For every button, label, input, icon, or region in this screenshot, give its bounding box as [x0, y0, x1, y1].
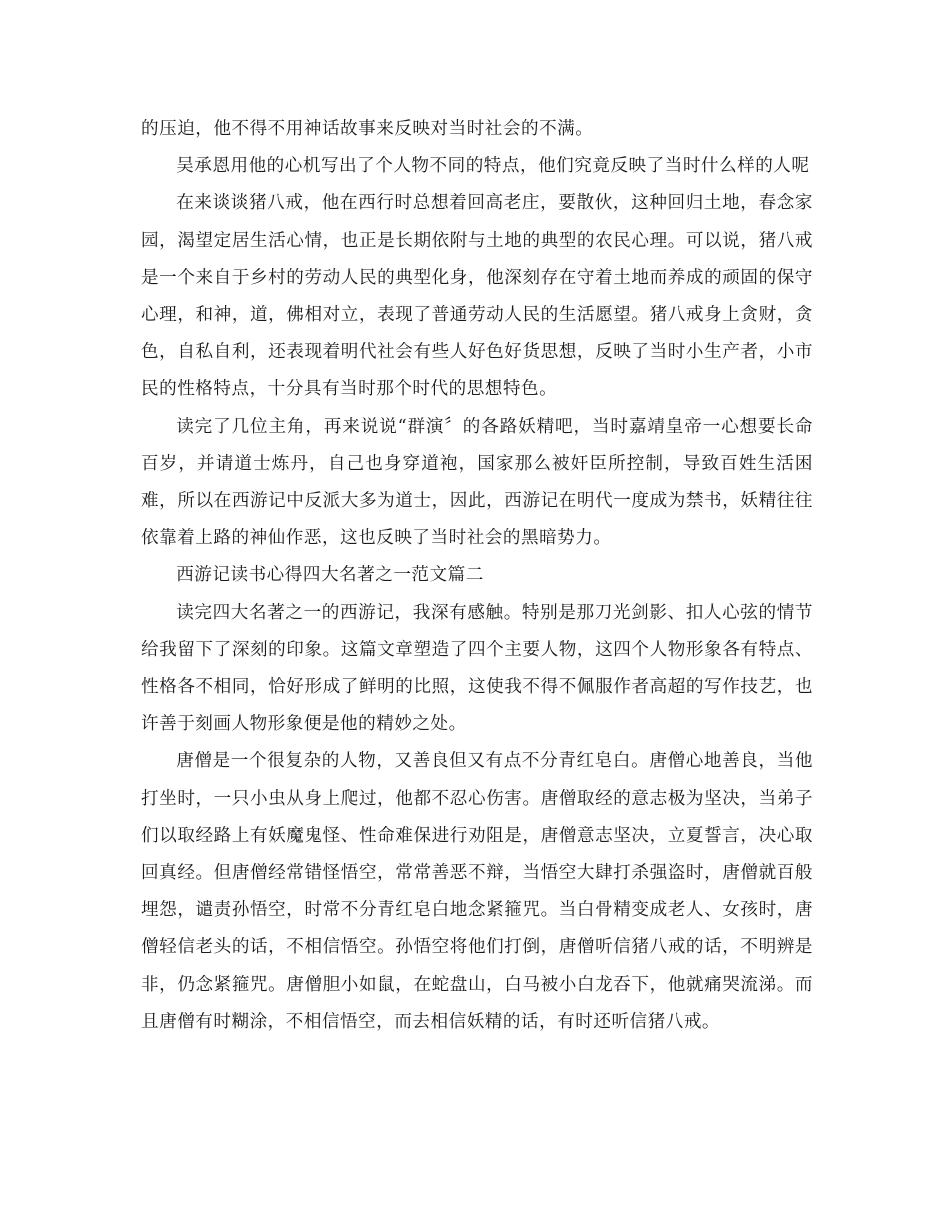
section-heading: 西游记读书心得四大名著之一范文篇二	[176, 565, 484, 586]
paragraph-6: 唐僧是一个很复杂的人物，又善良但又有点不分青红皂白。唐僧心地善良，当他打坐时，一只小虫从身上爬过，他都不忍心伤害。唐僧取经的意志极为坚决，当弟子们以取经路上有妖魔鬼怪、性命难保进行劝阻是，唐僧意志坚决，立夏誓言，决心取回真经。但唐僧经常错怪悟空，常常善恶不辩，当悟空大肆打杀强盗时，唐僧就百般埋怨，谴责孙悟空，时常不分青红皂白地念紧箍咒。当白骨精变成老人、女孩时，唐僧轻信老头的话，不相信悟空。孙悟空将他们打倒，唐僧听信猪八戒的话，不明辨是非，仍念紧箍咒。唐僧胆小如鼠，在蛇盘山，白马被小白龙吞下，他就痛哭流涕。而且唐僧有时糊涂，不相信悟空，而去相信妖精的话，有时还听信猪八戒。	[141, 751, 813, 1032]
paragraph-1: 的压迫，他不得不用神话故事来反映对当时社会的不满。	[141, 119, 594, 139]
document-body	[141, 111, 813, 1041]
paragraph-4: 读完了几位主角，再来说说“群演〞的各路妖精吧，当时嘉靖皇帝一心想要长命百岁，并请道士炼丹，自己也身穿道袍，国家那么被奸臣所控制，导致百姓生活困难，所以在西游记中反派大多为道士，因此，西游记在明代一度成为禁书，妖精往往依靠着上路的神仙作恶，这也反映了当时社会的黑暗势力。	[141, 416, 813, 549]
paragraph-5: 读完四大名著之一的西游记，我深有感触。特别是那刀光剑影、扣人心弦的情节给我留下了深刻的印象。这篇文章塑造了四个主要人物，这四个人物形象各有特点、性格各不相同，恰好形成了鲜明的比照，这使我不得不佩服作者高超的写作技艺，也许善于刻画人物形象便是他的精妙之处。	[141, 602, 813, 735]
paragraph-2: 吴承恩用他的心机写出了个人物不同的特点，他们究竟反映了当时什么样的人呢	[176, 156, 810, 177]
paragraph-3: 在来谈谈猪八戒，他在西行时总想着回高老庄，要散伙，这种回归土地，春念家园，渴望定居生活心情，也正是长期依附与土地的典型的农民心理。可以说，猪八戒是一个来自于乡村的劳动人民的典型化身，他深刻存在守着土地而养成的顽固的保守心理，和神，道，佛相对立，表现了普通劳动人民的生活愿望。猪八戒身上贪财，贪色，自私自利，还表现着明代社会有些人好色好货思想，反映了当时小生产者，小市民的性格特点，十分具有当时那个时代的思想特色。	[141, 193, 813, 400]
